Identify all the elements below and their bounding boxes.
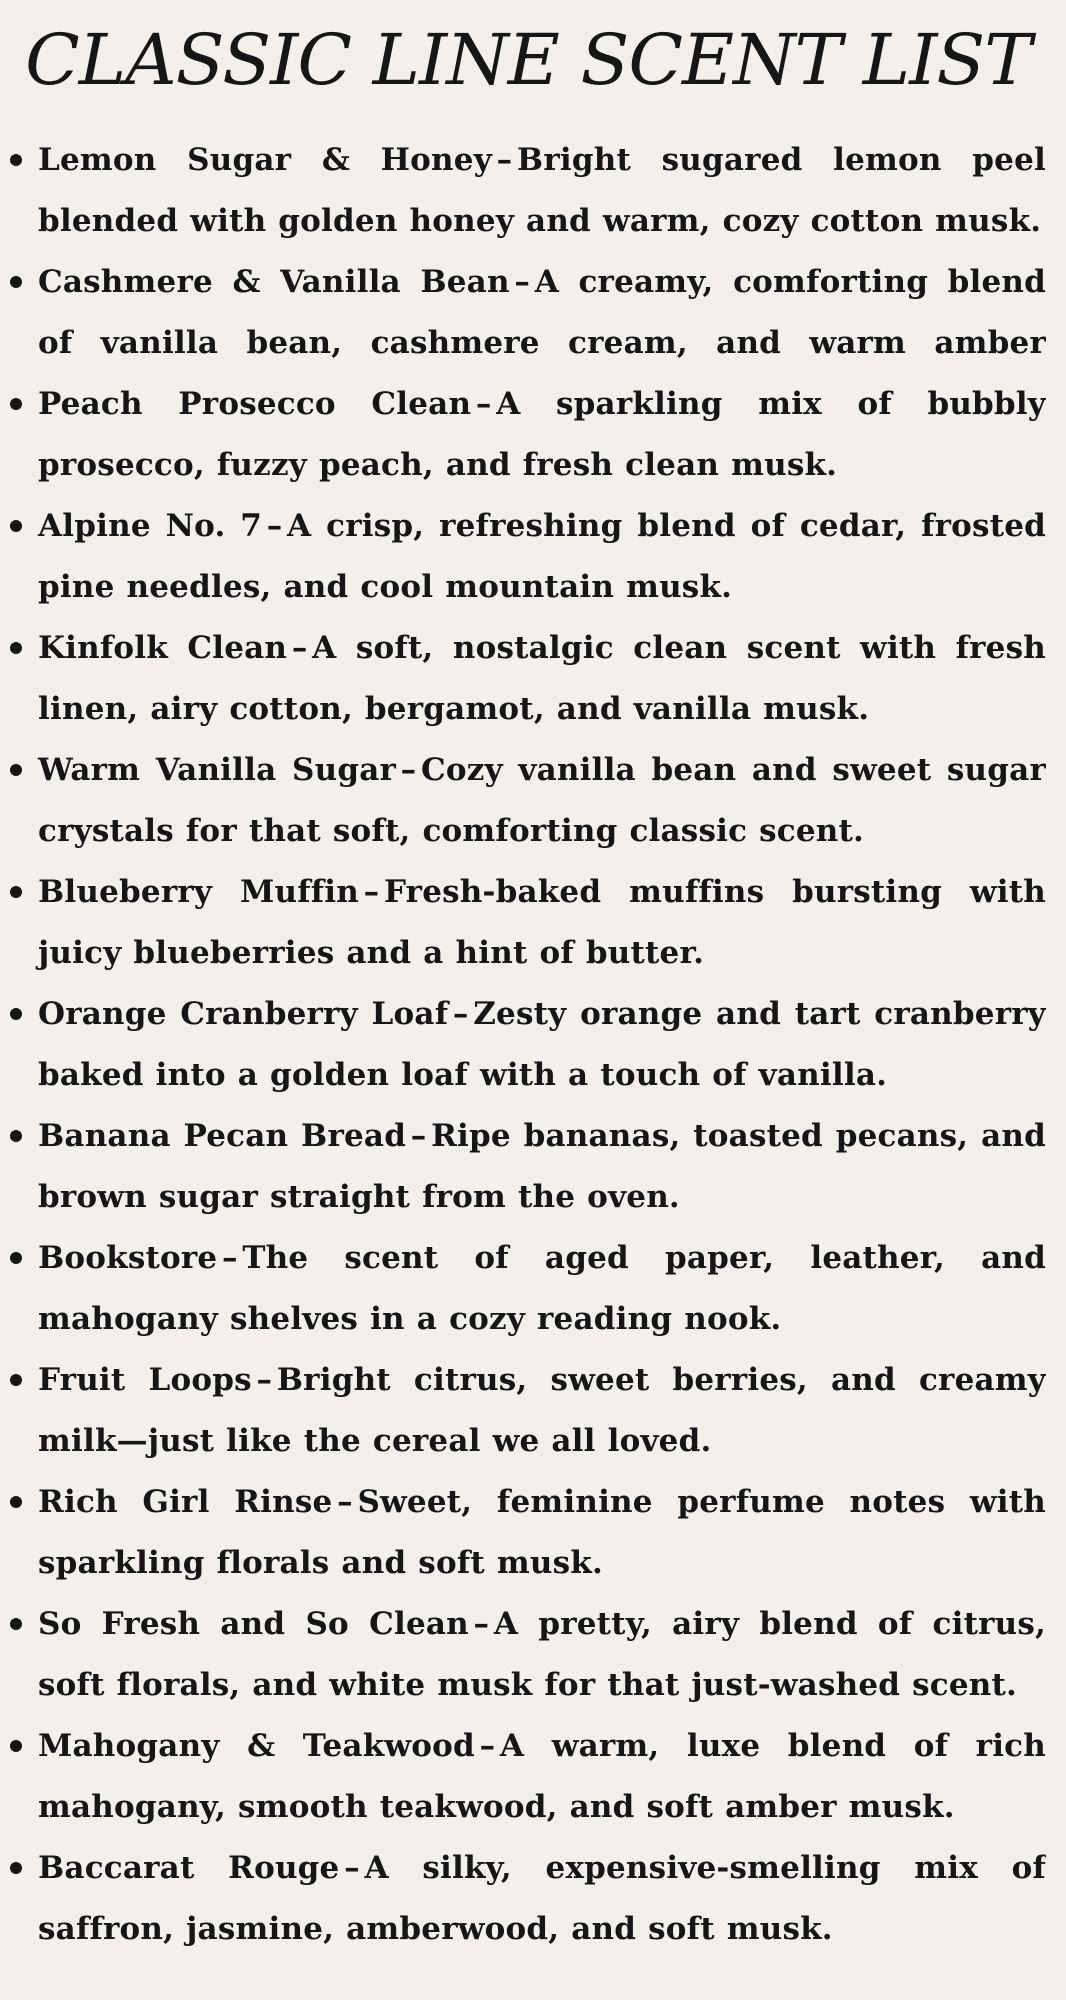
scent-name: Peach Prosecco Clean: [38, 386, 472, 422]
bullet-icon: [10, 1618, 22, 1630]
scent-description: Bright citrus, sweet berries, and creamy milk—just like the cereal we all loved.: [38, 1362, 1046, 1459]
bullet-icon: [10, 1130, 22, 1142]
scent-description: Cozy vanilla bean and sweet sugar crystals for that soft, comforting classic scent.: [38, 752, 1046, 849]
scent-description: A warm, luxe blend of rich mahogany, smooth teakwood, and soft amber musk.: [38, 1728, 1046, 1825]
bullet-icon: [10, 520, 22, 532]
dash-separator: –: [410, 1118, 427, 1154]
scent-name: Alpine No. 7: [38, 508, 263, 544]
bullet-icon: [10, 1740, 22, 1752]
dash-separator: –: [475, 386, 492, 422]
scent-name: Warm Vanilla Sugar: [38, 752, 397, 788]
bullet-icon: [10, 1252, 22, 1264]
dash-separator: –: [514, 264, 531, 300]
scent-name: Banana Pecan Bread: [38, 1118, 407, 1154]
scent-description: Ripe bananas, toasted pecans, and brown sugar straight from the oven.: [38, 1118, 1046, 1215]
scent-item: [10, 1228, 1046, 1350]
scent-name: Orange Cranberry Loaf: [38, 996, 449, 1032]
dash-separator: –: [496, 142, 513, 178]
scent-item: [10, 1716, 1046, 1838]
bullet-icon: [10, 154, 22, 166]
scent-item: [10, 740, 1046, 862]
scent-description: The scent of aged paper, leather, and mahogany shelves in a cozy reading nook.: [38, 1240, 1046, 1337]
dash-separator: –: [337, 1484, 353, 1520]
scent-item: [10, 1472, 1046, 1594]
bullet-icon: [10, 1862, 22, 1874]
scent-name: Bookstore: [38, 1240, 218, 1276]
scent-item: [10, 618, 1046, 740]
scent-item: [10, 1594, 1046, 1716]
scent-description: A sparkling mix of bubbly prosecco, fuzzy peach, and fresh clean musk.: [38, 386, 1046, 483]
scent-name: Lemon Sugar & Honey: [38, 142, 492, 178]
scent-list: [10, 130, 1046, 1960]
dash-separator: –: [291, 630, 308, 666]
bullet-icon: [10, 764, 22, 776]
scent-name: Kinfolk Clean: [38, 630, 288, 666]
scent-item: [10, 130, 1046, 252]
page-title: CLASSIC LINE SCENT LIST: [25, 19, 1031, 101]
scent-item: [10, 252, 1046, 374]
scent-name: Rich Girl Rinse: [38, 1484, 333, 1520]
scent-name: So Fresh and So Clean: [38, 1606, 469, 1642]
scent-description: A creamy, comforting blend of vanilla bean, cashmere cream, and warm amber: [38, 264, 1046, 361]
scent-item: [10, 1106, 1046, 1228]
scent-item: [10, 1838, 1046, 1960]
scent-name: Baccarat Rouge: [38, 1850, 340, 1886]
scent-description: Zesty orange and tart cranberry baked into a golden loaf with a touch of vanilla.: [38, 996, 1046, 1093]
bullet-icon: [10, 1374, 22, 1386]
dash-separator: –: [256, 1362, 273, 1398]
scent-name: Fruit Loops: [38, 1362, 252, 1398]
scent-description: Sweet, feminine perfume notes with sparkling florals and soft musk.: [38, 1484, 1046, 1581]
scent-description: Bright sugared lemon peel blended with golden honey and warm, cozy cotton musk.: [38, 142, 1046, 239]
dash-separator: –: [479, 1728, 496, 1764]
scent-item: [10, 1350, 1046, 1472]
scent-name: Cashmere & Vanilla Bean: [38, 264, 510, 300]
scent-item: [10, 374, 1046, 496]
dash-separator: –: [221, 1240, 238, 1276]
scent-name: Blueberry Muffin: [38, 874, 360, 910]
scent-item: [10, 496, 1046, 618]
bullet-icon: [10, 1496, 22, 1508]
scent-item: [10, 862, 1046, 984]
dash-separator: –: [266, 508, 283, 544]
scent-description: A silky, expensive-smelling mix of saffron, jasmine, amberwood, and soft musk.: [38, 1850, 1046, 1947]
dash-separator: –: [473, 1606, 490, 1642]
dash-separator: –: [363, 874, 380, 910]
scent-description: A pretty, airy blend of citrus, soft florals, and white musk for that just-washed scent.: [38, 1606, 1046, 1703]
bullet-icon: [10, 398, 22, 410]
dash-separator: –: [400, 752, 417, 788]
dash-separator: –: [452, 996, 469, 1032]
scent-description: Fresh-baked muffins bursting with juicy blueberries and a hint of butter.: [38, 874, 1046, 971]
scent-description: A crisp, refreshing blend of cedar, frosted pine needles, and cool mountain musk.: [38, 508, 1046, 605]
bullet-icon: [10, 1008, 22, 1020]
bullet-icon: [10, 642, 22, 654]
bullet-icon: [10, 276, 22, 288]
bullet-icon: [10, 886, 22, 898]
scent-item: [10, 984, 1046, 1106]
scent-name: Mahogany & Teakwood: [38, 1728, 475, 1764]
scent-description: A soft, nostalgic clean scent with fresh linen, airy cotton, bergamot, and vanilla musk.: [38, 630, 1046, 727]
dash-separator: –: [344, 1850, 360, 1886]
